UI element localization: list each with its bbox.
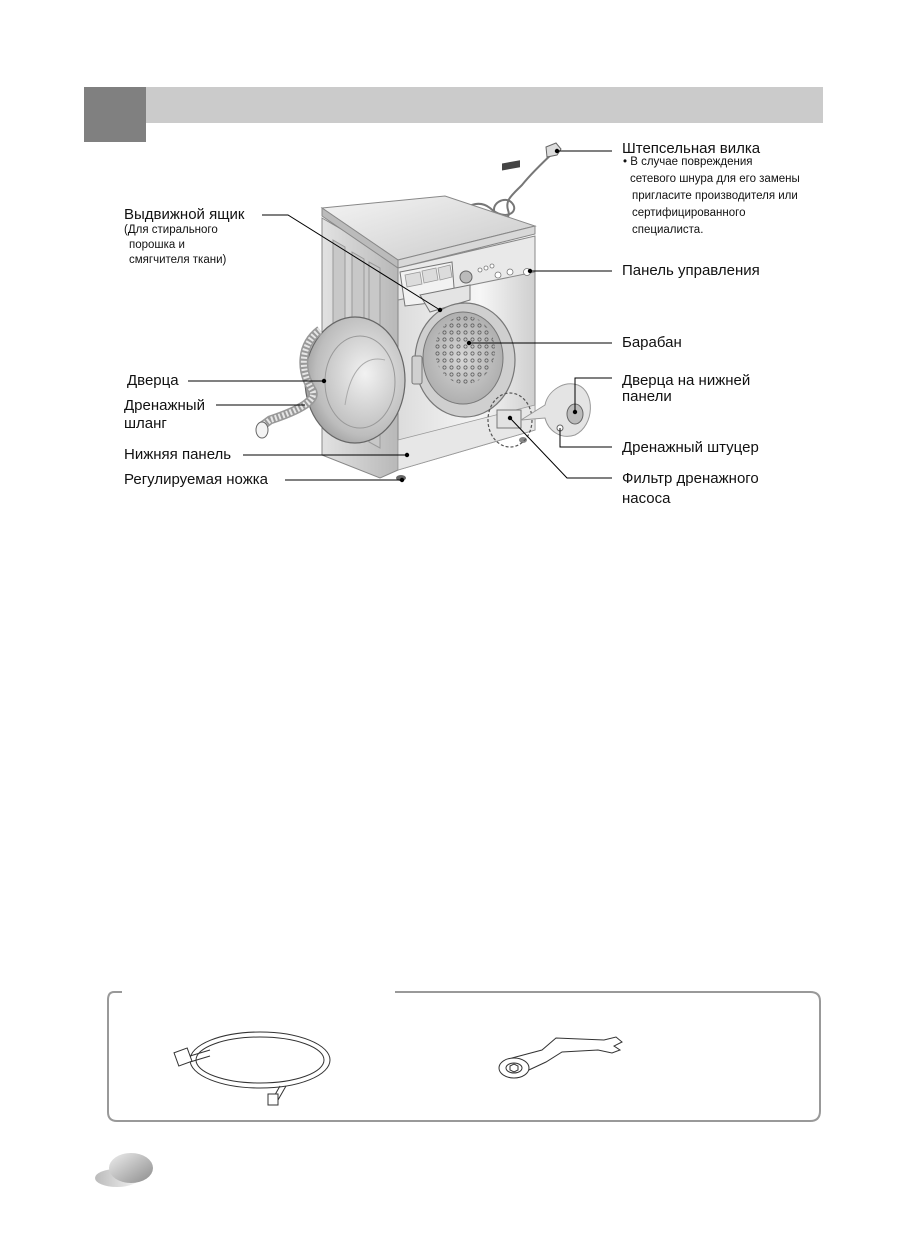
label-drain-hose-line-2: шланг [124,415,167,432]
label-drain-pump-filter-line-2: насоса [622,490,671,507]
label-drain-hose-line-1: Дренажный [124,397,205,414]
label-drum: Барабан [622,334,682,351]
sub-drawer-line-3: смягчителя ткани) [129,254,227,266]
label-door: Дверца [127,372,179,389]
page-number-badge [93,1152,155,1188]
label-lower-cover-door-line-2: панели [622,388,672,405]
label-lower-cover-door-line-1: Дверца на нижней [622,372,751,389]
note-power-plug-line-2: сетевого шнура для его замены [630,173,800,185]
note-power-plug-line-3: пригласите производителя или [632,190,798,202]
sub-drawer-line-1: (Для стирального [124,224,218,236]
inlet-hose-icon [160,1020,340,1110]
label-drawer: Выдвижной ящик [124,206,245,223]
label-drain-pump-filter-line-1: Фильтр дренажного [622,470,759,487]
label-control-panel: Панель управления [622,262,760,279]
sub-drawer-line-2: порошка и [129,239,185,251]
label-power-plug: Штепсельная вилка [622,140,761,157]
label-drain-plug: Дренажный штуцер [622,439,759,456]
note-power-plug-line-5: специалиста. [632,224,704,236]
spanner-icon [494,1036,634,1086]
note-power-plug-line-1: • В случае повреждения [623,156,753,168]
label-lower-panel: Нижняя панель [124,446,232,463]
label-adjustable-foot: Регулируемая ножка [124,471,268,488]
note-power-plug-line-4: сертифицированного [632,207,746,219]
